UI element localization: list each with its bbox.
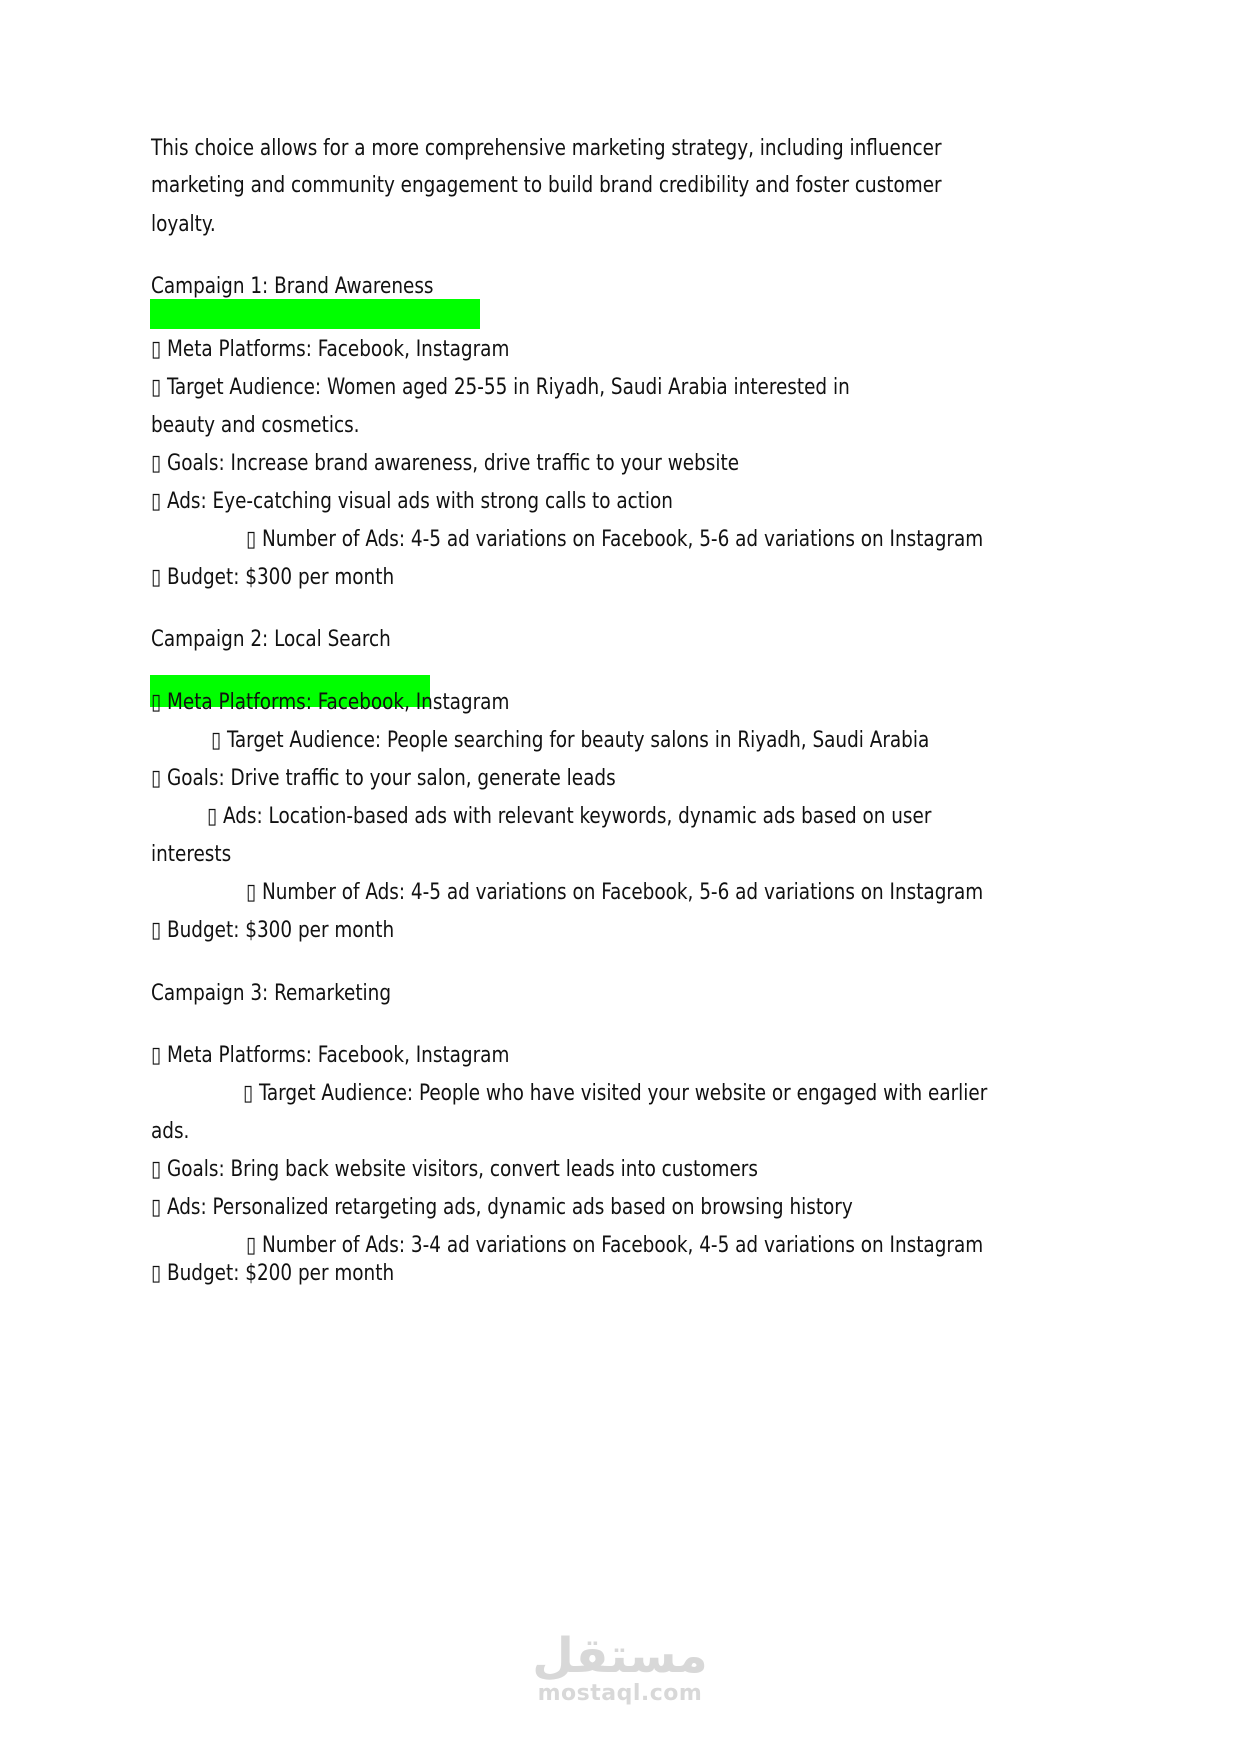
bullet-box-icon: ▯ — [151, 1195, 162, 1220]
campaign1-budget — [151, 563, 394, 593]
campaign1-goals-text: Goals: Increase brand awareness, drive traffic to your website — [166, 451, 740, 476]
bullet-box-icon: ▯ — [246, 1233, 257, 1258]
campaign1-platforms-text: Meta Platforms: Facebook, Instagram — [166, 337, 510, 362]
campaign3-budget — [151, 1259, 394, 1289]
watermark-latin: mostaql.com — [537, 1681, 703, 1706]
campaign2-audience-text: Target Audience: People searching for beauty salons in Riyadh, Saudi Arabia — [226, 728, 930, 753]
campaign3-num-ads — [246, 1231, 983, 1261]
campaign2-budget — [151, 916, 394, 946]
campaign3-num-ads-text: Number of Ads: 3-4 ad variations on Facebook, 4-5 ad variations on Instagram — [261, 1233, 984, 1258]
campaign2-platforms — [151, 688, 509, 718]
campaign2-title: Campaign 2: Local Search — [151, 627, 391, 652]
campaign3-audience — [243, 1079, 987, 1109]
intro-line-1: This choice allows for a more comprehensive marketing strategy, including influencer — [151, 136, 942, 161]
mostaql-watermark-logo — [500, 1630, 740, 1706]
campaign2-ads — [207, 802, 931, 832]
campaign1-audience-text: Target Audience: Women aged 25-55 in Riyadh, Saudi Arabia interested in — [166, 375, 850, 400]
campaign1-title: Campaign 1: Brand Awareness — [151, 274, 434, 299]
campaign2-platforms-text: Meta Platforms: Facebook, Instagram — [166, 690, 510, 715]
campaign1-audience — [151, 373, 850, 403]
bullet-box-icon: ▯ — [246, 880, 257, 905]
campaign1-num-ads — [246, 525, 983, 555]
bullet-box-icon: ▯ — [151, 337, 162, 362]
campaign1-audience-cont: beauty and cosmetics. — [151, 413, 360, 438]
campaign2-audience — [211, 726, 929, 756]
bullet-box-icon: ▯ — [151, 1261, 162, 1286]
campaign1-num-ads-text: Number of Ads: 4-5 ad variations on Facebook, 5-6 ad variations on Instagram — [261, 527, 984, 552]
bullet-box-icon: ▯ — [151, 1157, 162, 1182]
campaign3-budget-text: Budget: $200 per month — [166, 1261, 395, 1286]
campaign2-goals — [151, 764, 616, 794]
campaign1-budget-text: Budget: $300 per month — [166, 565, 395, 590]
campaign1-platforms — [151, 335, 509, 365]
campaign2-num-ads — [246, 878, 983, 908]
campaign2-ads-cont: interests — [151, 842, 232, 867]
bullet-box-icon: ▯ — [151, 690, 162, 715]
campaign2-budget-text: Budget: $300 per month — [166, 918, 395, 943]
bullet-box-icon: ▯ — [151, 451, 162, 476]
highlight-bar-campaign1 — [150, 299, 480, 329]
campaign1-ads — [151, 487, 673, 517]
bullet-box-icon: ▯ — [243, 1081, 254, 1106]
bullet-box-icon: ▯ — [151, 766, 162, 791]
watermark-arabic: مستقل — [532, 1628, 708, 1684]
intro-line-3: loyalty. — [151, 212, 216, 237]
bullet-box-icon: ▯ — [246, 527, 257, 552]
bullet-box-icon: ▯ — [151, 565, 162, 590]
bullet-box-icon: ▯ — [151, 375, 162, 400]
campaign1-goals — [151, 449, 739, 479]
campaign2-ads-text: Ads: Location-based ads with relevant keywords, dynamic ads based on user — [222, 804, 932, 829]
campaign3-goals — [151, 1155, 758, 1185]
campaign3-ads-text: Ads: Personalized retargeting ads, dynamic ads based on browsing history — [166, 1195, 853, 1220]
campaign3-goals-text: Goals: Bring back website visitors, convert leads into customers — [166, 1157, 758, 1182]
campaign3-ads — [151, 1193, 853, 1223]
campaign3-audience-cont: ads. — [151, 1119, 190, 1144]
campaign3-platforms — [151, 1041, 509, 1071]
campaign3-audience-text: Target Audience: People who have visited your website or engaged with earlier — [258, 1081, 988, 1106]
campaign3-platforms-text: Meta Platforms: Facebook, Instagram — [166, 1043, 510, 1068]
bullet-box-icon: ▯ — [151, 489, 162, 514]
campaign2-goals-text: Goals: Drive traffic to your salon, generate leads — [166, 766, 616, 791]
intro-line-2: marketing and community engagement to build brand credibility and foster customer — [151, 173, 942, 198]
bullet-box-icon: ▯ — [151, 918, 162, 943]
bullet-box-icon: ▯ — [211, 728, 222, 753]
bullet-box-icon: ▯ — [151, 1043, 162, 1068]
campaign3-title: Campaign 3: Remarketing — [151, 981, 392, 1006]
campaign2-num-ads-text: Number of Ads: 4-5 ad variations on Facebook, 5-6 ad variations on Instagram — [261, 880, 984, 905]
bullet-box-icon: ▯ — [207, 804, 218, 829]
campaign1-ads-text: Ads: Eye-catching visual ads with strong calls to action — [166, 489, 673, 514]
